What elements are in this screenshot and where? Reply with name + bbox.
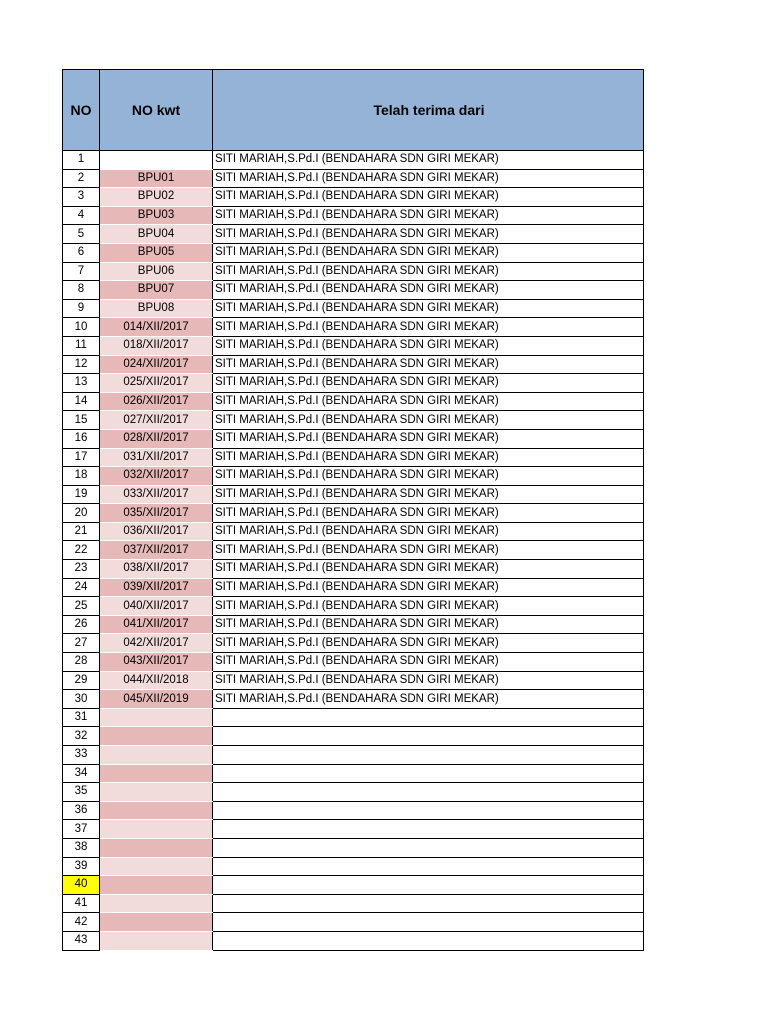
- row-number-cell[interactable]: 14: [63, 392, 100, 411]
- received-from-cell[interactable]: SITI MARIAH,S.Pd.I (BENDAHARA SDN GIRI MEKAR): [213, 392, 644, 411]
- received-from-cell[interactable]: SITI MARIAH,S.Pd.I (BENDAHARA SDN GIRI MEKAR): [213, 374, 644, 393]
- receipt-number-cell[interactable]: BPU04: [100, 225, 213, 244]
- table-row: [63, 615, 644, 634]
- received-from-cell[interactable]: [213, 746, 644, 765]
- received-from-cell[interactable]: SITI MARIAH,S.Pd.I (BENDAHARA SDN GIRI MEKAR): [213, 671, 644, 690]
- table-row: [63, 690, 644, 709]
- received-from-cell[interactable]: SITI MARIAH,S.Pd.I (BENDAHARA SDN GIRI MEKAR): [213, 299, 644, 318]
- receipt-number-cell[interactable]: 036/XII/2017: [100, 522, 213, 541]
- row-number-cell[interactable]: 43: [63, 931, 100, 950]
- receipt-number-cell[interactable]: 026/XII/2017: [100, 392, 213, 411]
- receipt-number-cell[interactable]: [100, 838, 213, 857]
- table-row: [63, 560, 644, 579]
- row-number-cell[interactable]: 12: [63, 355, 100, 374]
- row-number-cell[interactable]: 21: [63, 522, 100, 541]
- receipt-number-cell[interactable]: [100, 783, 213, 802]
- table-row: [63, 746, 644, 765]
- receipt-number-cell[interactable]: [100, 151, 213, 170]
- row-number-cell[interactable]: 31: [63, 708, 100, 727]
- row-number-cell[interactable]: 24: [63, 578, 100, 597]
- received-from-cell[interactable]: SITI MARIAH,S.Pd.I (BENDAHARA SDN GIRI MEKAR): [213, 467, 644, 486]
- table-row: [63, 913, 644, 932]
- table-row: [63, 801, 644, 820]
- received-from-cell[interactable]: SITI MARIAH,S.Pd.I (BENDAHARA SDN GIRI MEKAR): [213, 336, 644, 355]
- row-number-cell[interactable]: 11: [63, 336, 100, 355]
- received-from-cell[interactable]: SITI MARIAH,S.Pd.I (BENDAHARA SDN GIRI MEKAR): [213, 653, 644, 672]
- receipt-number-cell[interactable]: 035/XII/2017: [100, 504, 213, 523]
- table-row: [63, 876, 644, 895]
- table-row: [63, 225, 644, 244]
- header-received-from: Telah terima dari: [213, 70, 644, 151]
- table-row: [63, 169, 644, 188]
- row-number-cell[interactable]: 22: [63, 541, 100, 560]
- row-number-cell[interactable]: 3: [63, 188, 100, 207]
- receipt-number-cell[interactable]: 025/XII/2017: [100, 374, 213, 393]
- table-row: [63, 392, 644, 411]
- receipt-number-cell[interactable]: 045/XII/2019: [100, 690, 213, 709]
- row-number-cell[interactable]: 27: [63, 634, 100, 653]
- received-from-cell[interactable]: [213, 857, 644, 876]
- table-row: [63, 727, 644, 746]
- receipt-number-cell[interactable]: 037/XII/2017: [100, 541, 213, 560]
- row-number-cell[interactable]: 26: [63, 615, 100, 634]
- table-row: [63, 262, 644, 281]
- table-row: [63, 448, 644, 467]
- row-number-cell[interactable]: 25: [63, 597, 100, 616]
- table-row: [63, 597, 644, 616]
- received-from-cell[interactable]: SITI MARIAH,S.Pd.I (BENDAHARA SDN GIRI MEKAR): [213, 355, 644, 374]
- receipt-number-cell[interactable]: [100, 857, 213, 876]
- received-from-cell[interactable]: [213, 894, 644, 913]
- row-number-cell[interactable]: 40: [63, 876, 100, 895]
- received-from-cell[interactable]: SITI MARIAH,S.Pd.I (BENDAHARA SDN GIRI MEKAR): [213, 634, 644, 653]
- row-number-cell[interactable]: 42: [63, 913, 100, 932]
- row-number-cell[interactable]: 20: [63, 504, 100, 523]
- received-from-cell[interactable]: SITI MARIAH,S.Pd.I (BENDAHARA SDN GIRI MEKAR): [213, 578, 644, 597]
- table-row: [63, 151, 644, 170]
- received-from-cell[interactable]: [213, 931, 644, 950]
- receipt-number-cell[interactable]: 032/XII/2017: [100, 467, 213, 486]
- receipt-number-cell[interactable]: [100, 727, 213, 746]
- table-row: [63, 541, 644, 560]
- table-row: [63, 783, 644, 802]
- table-row: [63, 374, 644, 393]
- received-from-cell[interactable]: [213, 913, 644, 932]
- table-row: [63, 206, 644, 225]
- receipt-number-cell[interactable]: BPU08: [100, 299, 213, 318]
- received-from-cell[interactable]: [213, 838, 644, 857]
- receipt-number-cell[interactable]: 033/XII/2017: [100, 485, 213, 504]
- receipt-number-cell[interactable]: 031/XII/2017: [100, 448, 213, 467]
- receipt-number-cell[interactable]: [100, 931, 213, 950]
- receipt-number-cell[interactable]: [100, 764, 213, 783]
- receipt-number-cell[interactable]: [100, 746, 213, 765]
- row-number-cell[interactable]: 37: [63, 820, 100, 839]
- row-number-cell[interactable]: 34: [63, 764, 100, 783]
- received-from-cell[interactable]: SITI MARIAH,S.Pd.I (BENDAHARA SDN GIRI MEKAR): [213, 615, 644, 634]
- received-from-cell[interactable]: [213, 708, 644, 727]
- receipt-number-cell[interactable]: BPU02: [100, 188, 213, 207]
- row-number-cell[interactable]: 41: [63, 894, 100, 913]
- table-row: [63, 931, 644, 950]
- row-number-cell[interactable]: 29: [63, 671, 100, 690]
- receipt-number-cell[interactable]: [100, 913, 213, 932]
- table-row: [63, 504, 644, 523]
- received-from-cell[interactable]: SITI MARIAH,S.Pd.I (BENDAHARA SDN GIRI MEKAR): [213, 522, 644, 541]
- received-from-cell[interactable]: [213, 764, 644, 783]
- receipt-number-cell[interactable]: BPU01: [100, 169, 213, 188]
- receipt-number-cell[interactable]: [100, 876, 213, 895]
- row-number-cell[interactable]: 19: [63, 485, 100, 504]
- row-number-cell[interactable]: 39: [63, 857, 100, 876]
- receipt-number-cell[interactable]: 041/XII/2017: [100, 615, 213, 634]
- received-from-cell[interactable]: SITI MARIAH,S.Pd.I (BENDAHARA SDN GIRI MEKAR): [213, 243, 644, 262]
- received-from-cell[interactable]: [213, 876, 644, 895]
- received-from-cell[interactable]: SITI MARIAH,S.Pd.I (BENDAHARA SDN GIRI MEKAR): [213, 262, 644, 281]
- received-from-cell[interactable]: SITI MARIAH,S.Pd.I (BENDAHARA SDN GIRI MEKAR): [213, 541, 644, 560]
- row-number-cell[interactable]: 36: [63, 801, 100, 820]
- receipt-number-cell[interactable]: 039/XII/2017: [100, 578, 213, 597]
- table-row: [63, 281, 644, 300]
- receipt-number-cell[interactable]: [100, 801, 213, 820]
- receipt-number-cell[interactable]: BPU06: [100, 262, 213, 281]
- row-number-cell[interactable]: 10: [63, 318, 100, 337]
- receipt-number-cell[interactable]: 038/XII/2017: [100, 560, 213, 579]
- received-from-cell[interactable]: [213, 801, 644, 820]
- received-from-cell[interactable]: SITI MARIAH,S.Pd.I (BENDAHARA SDN GIRI MEKAR): [213, 206, 644, 225]
- received-from-cell[interactable]: SITI MARIAH,S.Pd.I (BENDAHARA SDN GIRI MEKAR): [213, 690, 644, 709]
- received-from-cell[interactable]: SITI MARIAH,S.Pd.I (BENDAHARA SDN GIRI MEKAR): [213, 560, 644, 579]
- row-number-cell[interactable]: 4: [63, 206, 100, 225]
- row-number-cell[interactable]: 17: [63, 448, 100, 467]
- row-number-cell[interactable]: 2: [63, 169, 100, 188]
- receipt-number-cell[interactable]: 018/XII/2017: [100, 336, 213, 355]
- table-row: [63, 429, 644, 448]
- receipt-number-cell[interactable]: 014/XII/2017: [100, 318, 213, 337]
- received-from-cell[interactable]: SITI MARIAH,S.Pd.I (BENDAHARA SDN GIRI MEKAR): [213, 411, 644, 430]
- receipt-number-cell[interactable]: 024/XII/2017: [100, 355, 213, 374]
- received-from-cell[interactable]: SITI MARIAH,S.Pd.I (BENDAHARA SDN GIRI MEKAR): [213, 448, 644, 467]
- received-from-cell[interactable]: SITI MARIAH,S.Pd.I (BENDAHARA SDN GIRI MEKAR): [213, 485, 644, 504]
- table-row: [63, 671, 644, 690]
- received-from-cell[interactable]: SITI MARIAH,S.Pd.I (BENDAHARA SDN GIRI MEKAR): [213, 281, 644, 300]
- receipt-number-cell[interactable]: BPU07: [100, 281, 213, 300]
- table-row: [63, 355, 644, 374]
- row-number-cell[interactable]: 18: [63, 467, 100, 486]
- row-number-cell[interactable]: 7: [63, 262, 100, 281]
- table-row: [63, 299, 644, 318]
- received-from-cell[interactable]: SITI MARIAH,S.Pd.I (BENDAHARA SDN GIRI MEKAR): [213, 169, 644, 188]
- header-no: NO: [63, 70, 100, 151]
- table-row: [63, 894, 644, 913]
- receipt-number-cell[interactable]: [100, 708, 213, 727]
- table-row: [63, 485, 644, 504]
- received-from-cell[interactable]: [213, 820, 644, 839]
- table-row: [63, 838, 644, 857]
- received-from-cell[interactable]: [213, 727, 644, 746]
- table-row: [63, 188, 644, 207]
- receipt-number-cell[interactable]: 043/XII/2017: [100, 653, 213, 672]
- receipt-number-cell[interactable]: 042/XII/2017: [100, 634, 213, 653]
- receipt-number-cell[interactable]: BPU05: [100, 243, 213, 262]
- row-number-cell[interactable]: 28: [63, 653, 100, 672]
- receipt-number-cell[interactable]: [100, 820, 213, 839]
- received-from-cell[interactable]: SITI MARIAH,S.Pd.I (BENDAHARA SDN GIRI MEKAR): [213, 225, 644, 244]
- row-number-cell[interactable]: 15: [63, 411, 100, 430]
- row-number-cell[interactable]: 30: [63, 690, 100, 709]
- table-row: [63, 243, 644, 262]
- received-from-cell[interactable]: SITI MARIAH,S.Pd.I (BENDAHARA SDN GIRI MEKAR): [213, 429, 644, 448]
- table-row: [63, 820, 644, 839]
- row-number-cell[interactable]: 16: [63, 429, 100, 448]
- row-number-cell[interactable]: 23: [63, 560, 100, 579]
- receipt-number-cell[interactable]: 027/XII/2017: [100, 411, 213, 430]
- row-number-cell[interactable]: 5: [63, 225, 100, 244]
- table-row: [63, 653, 644, 672]
- header-row: [63, 70, 644, 151]
- received-from-cell[interactable]: SITI MARIAH,S.Pd.I (BENDAHARA SDN GIRI MEKAR): [213, 151, 644, 170]
- table-row: [63, 708, 644, 727]
- receipt-table: [62, 69, 644, 951]
- header-no-kwt: NO kwt: [100, 70, 213, 151]
- received-from-cell[interactable]: SITI MARIAH,S.Pd.I (BENDAHARA SDN GIRI MEKAR): [213, 504, 644, 523]
- row-number-cell[interactable]: 6: [63, 243, 100, 262]
- table-row: [63, 857, 644, 876]
- row-number-cell[interactable]: 35: [63, 783, 100, 802]
- receipt-number-cell[interactable]: BPU03: [100, 206, 213, 225]
- table-row: [63, 522, 644, 541]
- table-row: [63, 336, 644, 355]
- row-number-cell[interactable]: 9: [63, 299, 100, 318]
- row-number-cell[interactable]: 32: [63, 727, 100, 746]
- table-row: [63, 634, 644, 653]
- received-from-cell[interactable]: SITI MARIAH,S.Pd.I (BENDAHARA SDN GIRI MEKAR): [213, 188, 644, 207]
- row-number-cell[interactable]: 38: [63, 838, 100, 857]
- row-number-cell[interactable]: 33: [63, 746, 100, 765]
- row-number-cell[interactable]: 8: [63, 281, 100, 300]
- receipt-number-cell[interactable]: 028/XII/2017: [100, 429, 213, 448]
- received-from-cell[interactable]: [213, 783, 644, 802]
- table-row: [63, 764, 644, 783]
- receipt-number-cell[interactable]: 044/XII/2018: [100, 671, 213, 690]
- received-from-cell[interactable]: SITI MARIAH,S.Pd.I (BENDAHARA SDN GIRI MEKAR): [213, 597, 644, 616]
- row-number-cell[interactable]: 1: [63, 151, 100, 170]
- table-row: [63, 467, 644, 486]
- table-row: [63, 578, 644, 597]
- receipt-number-cell[interactable]: [100, 894, 213, 913]
- table-row: [63, 318, 644, 337]
- table-row: [63, 411, 644, 430]
- row-number-cell[interactable]: 13: [63, 374, 100, 393]
- receipt-number-cell[interactable]: 040/XII/2017: [100, 597, 213, 616]
- received-from-cell[interactable]: SITI MARIAH,S.Pd.I (BENDAHARA SDN GIRI MEKAR): [213, 318, 644, 337]
